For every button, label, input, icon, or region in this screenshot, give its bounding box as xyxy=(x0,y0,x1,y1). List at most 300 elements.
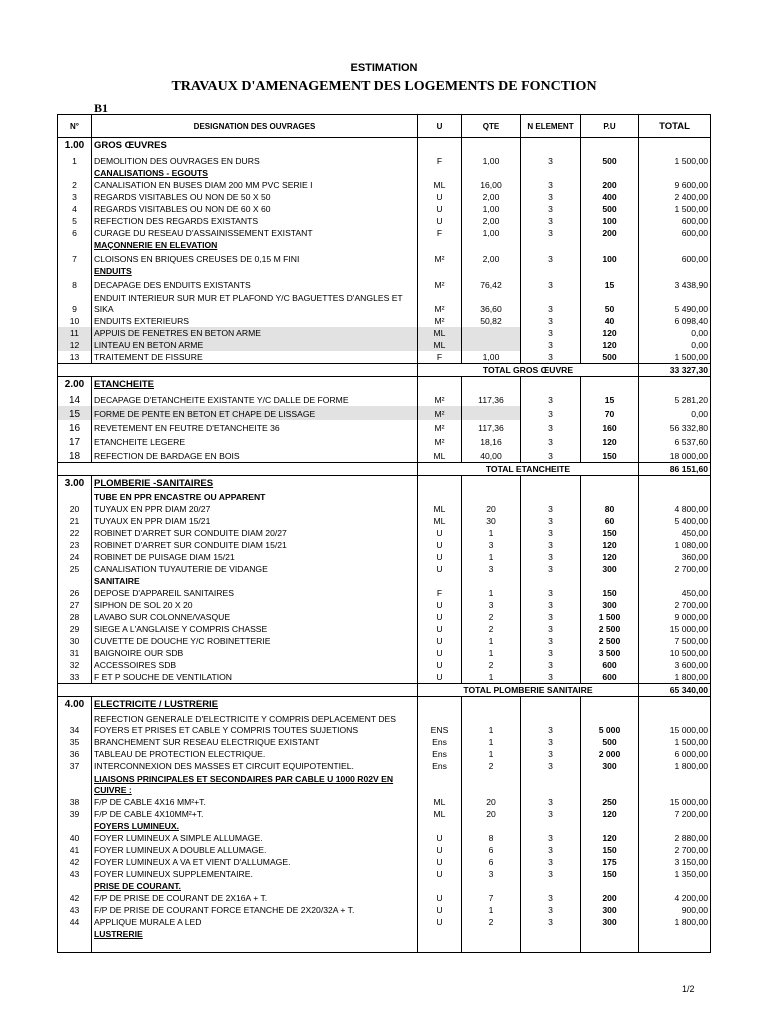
subheading-row xyxy=(58,265,711,277)
row-number: 27 xyxy=(58,599,92,611)
row-quantity: 20 xyxy=(462,808,521,820)
row-quantity: 1 xyxy=(462,748,521,760)
row-unit: ENS xyxy=(418,712,462,736)
row-elements: 3 xyxy=(521,736,581,748)
row-total: 6 098,40 xyxy=(639,315,711,327)
row-unit-price xyxy=(581,239,639,251)
row-total xyxy=(639,167,711,179)
row-elements: 3 xyxy=(521,392,581,406)
subtotal-label: TOTAL PLOMBERIE SANITAIRE xyxy=(418,684,639,697)
row-unit-price: 200 xyxy=(581,179,639,191)
row-quantity xyxy=(462,820,521,832)
row-elements: 3 xyxy=(521,551,581,563)
item-row xyxy=(58,251,711,265)
row-number: 39 xyxy=(58,808,92,820)
row-unit: Ens xyxy=(418,760,462,772)
row-number: 14 xyxy=(58,392,92,406)
total-spacer xyxy=(92,364,418,377)
row-designation: ENDUIT INTERIEUR SUR MUR ET PLAFOND Y/C BAGUETTES D'ANGLES ET SIKA xyxy=(92,291,418,315)
row-unit: M² xyxy=(418,315,462,327)
row-unit: ML xyxy=(418,448,462,463)
row-quantity: 40,00 xyxy=(462,448,521,463)
subheading-row xyxy=(58,167,711,179)
row-elements: 3 xyxy=(521,712,581,736)
subheading-row xyxy=(58,239,711,251)
row-unit: U xyxy=(418,539,462,551)
row-elements xyxy=(521,928,581,940)
item-row xyxy=(58,277,711,291)
item-row xyxy=(58,406,711,420)
section-row xyxy=(58,377,711,393)
row-total: 0,00 xyxy=(639,406,711,420)
row-quantity xyxy=(462,327,521,339)
row-total: 3 600,00 xyxy=(639,659,711,671)
row-total: 1 800,00 xyxy=(639,671,711,684)
row-total xyxy=(639,265,711,277)
row-total: 1 800,00 xyxy=(639,916,711,928)
row-designation: PRISE DE COURANT. xyxy=(92,880,418,892)
row-quantity xyxy=(462,491,521,503)
row-unit: U xyxy=(418,551,462,563)
row-unit-price: 300 xyxy=(581,599,639,611)
row-quantity: 117,36 xyxy=(462,392,521,406)
item-row xyxy=(58,671,711,684)
document-label: ESTIMATION xyxy=(350,62,418,74)
row-unit: M² xyxy=(418,392,462,406)
row-elements: 3 xyxy=(521,191,581,203)
row-number xyxy=(58,928,92,940)
row-unit-price xyxy=(581,167,639,179)
row-total: 1 350,00 xyxy=(639,868,711,880)
row-unit-price: 120 xyxy=(581,832,639,844)
item-row xyxy=(58,551,711,563)
block-label: B1 xyxy=(94,101,109,115)
row-quantity: 2,00 xyxy=(462,191,521,203)
row-number: 16 xyxy=(58,420,92,434)
item-row xyxy=(58,623,711,635)
subtotal-value: 65 340,00 xyxy=(639,684,711,697)
row-designation: DEMOLITION DES OUVRAGES EN DURS xyxy=(92,153,418,167)
row-unit: ML xyxy=(418,339,462,351)
row-total xyxy=(639,476,711,492)
subheading-row xyxy=(58,575,711,587)
row-unit-price: 2 500 xyxy=(581,623,639,635)
row-unit: ML xyxy=(418,808,462,820)
row-unit-price: 150 xyxy=(581,868,639,880)
row-unit: U xyxy=(418,635,462,647)
row-unit-price: 175 xyxy=(581,856,639,868)
page-number: 1/2 xyxy=(682,984,695,994)
col-header-elements: N ELEMENT xyxy=(521,115,581,138)
table-header-row xyxy=(58,115,711,138)
row-quantity xyxy=(462,697,521,713)
row-unit: M² xyxy=(418,251,462,265)
row-unit: U xyxy=(418,892,462,904)
row-unit: M² xyxy=(418,291,462,315)
row-elements: 3 xyxy=(521,868,581,880)
row-number: 22 xyxy=(58,527,92,539)
row-elements: 3 xyxy=(521,748,581,760)
row-total: 0,00 xyxy=(639,327,711,339)
row-number: 7 xyxy=(58,251,92,265)
row-unit-price: 5 000 xyxy=(581,712,639,736)
item-row xyxy=(58,327,711,339)
row-total: 2 700,00 xyxy=(639,844,711,856)
row-quantity: 76,42 xyxy=(462,277,521,291)
row-elements: 3 xyxy=(521,904,581,916)
row-unit-price: 200 xyxy=(581,227,639,239)
row-total: 600,00 xyxy=(639,227,711,239)
row-elements: 3 xyxy=(521,611,581,623)
row-number: 23 xyxy=(58,539,92,551)
row-unit-price: 300 xyxy=(581,563,639,575)
row-total xyxy=(639,491,711,503)
row-unit xyxy=(418,820,462,832)
row-number: 18 xyxy=(58,448,92,463)
row-elements: 3 xyxy=(521,448,581,463)
row-quantity: 8 xyxy=(462,832,521,844)
row-designation: FOYER LUMINEUX A DOUBLE ALLUMAGE. xyxy=(92,844,418,856)
row-unit-price: 500 xyxy=(581,203,639,215)
item-row xyxy=(58,434,711,448)
row-elements: 3 xyxy=(521,599,581,611)
row-unit: U xyxy=(418,832,462,844)
row-designation: FOYER LUMINEUX A VA ET VIENT D'ALLUMAGE. xyxy=(92,856,418,868)
row-designation: CANALISATIONS - EGOUTS xyxy=(92,167,418,179)
row-number: 11 xyxy=(58,327,92,339)
row-unit xyxy=(418,377,462,393)
row-designation: ROBINET D'ARRET SUR CONDUITE DIAM 20/27 xyxy=(92,527,418,539)
row-designation: ELECTRICITE / LUSTRERIE xyxy=(92,697,418,713)
row-quantity: 1 xyxy=(462,671,521,684)
row-unit-price: 300 xyxy=(581,760,639,772)
row-quantity: 3 xyxy=(462,868,521,880)
row-designation: F/P DE CABLE 4X16 MM²+T. xyxy=(92,796,418,808)
row-designation: DEPOSE D'APPAREIL SANITAIRES xyxy=(92,587,418,599)
subtotal-row xyxy=(58,684,711,697)
row-number: 3 xyxy=(58,191,92,203)
row-unit xyxy=(418,476,462,492)
row-unit-price: 120 xyxy=(581,434,639,448)
row-designation: FORME DE PENTE EN BETON ET CHAPE DE LISSAGE xyxy=(92,406,418,420)
row-unit: M² xyxy=(418,406,462,420)
row-total: 600,00 xyxy=(639,215,711,227)
row-elements: 3 xyxy=(521,434,581,448)
row-unit xyxy=(418,940,462,953)
document-title: TRAVAUX D'AMENAGEMENT DES LOGEMENTS DE FONCTION xyxy=(171,79,597,94)
row-number: 8 xyxy=(58,277,92,291)
row-designation: CANALISATION TUYAUTERIE DE VIDANGE xyxy=(92,563,418,575)
row-number: 5 xyxy=(58,215,92,227)
row-unit xyxy=(418,697,462,713)
row-number xyxy=(58,772,92,796)
row-unit-price: 120 xyxy=(581,327,639,339)
row-number: 26 xyxy=(58,587,92,599)
row-unit-price xyxy=(581,491,639,503)
row-designation: ACCESSOIRES SDB xyxy=(92,659,418,671)
row-elements xyxy=(521,940,581,953)
item-row xyxy=(58,760,711,772)
row-quantity: 6 xyxy=(462,844,521,856)
item-row xyxy=(58,563,711,575)
row-quantity xyxy=(462,575,521,587)
col-header-number: N° xyxy=(58,115,92,138)
row-elements: 3 xyxy=(521,227,581,239)
item-row xyxy=(58,448,711,463)
row-quantity: 1 xyxy=(462,904,521,916)
row-number: 4.00 xyxy=(58,697,92,713)
row-elements: 3 xyxy=(521,856,581,868)
row-unit-price xyxy=(581,697,639,713)
row-number: 38 xyxy=(58,796,92,808)
row-number: 34 xyxy=(58,712,92,736)
row-elements: 3 xyxy=(521,406,581,420)
row-quantity xyxy=(462,265,521,277)
row-unit: U xyxy=(418,647,462,659)
row-number xyxy=(58,820,92,832)
row-unit-price: 15 xyxy=(581,392,639,406)
row-number: 44 xyxy=(58,916,92,928)
subheading-row xyxy=(58,772,711,796)
row-elements: 3 xyxy=(521,420,581,434)
row-designation: REFECTION DE BARDAGE EN BOIS xyxy=(92,448,418,463)
row-unit: ML xyxy=(418,796,462,808)
row-total: 1 500,00 xyxy=(639,736,711,748)
row-designation xyxy=(92,940,418,953)
row-total xyxy=(639,880,711,892)
row-number xyxy=(58,880,92,892)
row-quantity xyxy=(462,377,521,393)
row-number xyxy=(58,491,92,503)
item-row xyxy=(58,892,711,904)
item-row xyxy=(58,904,711,916)
row-designation: F ET P SOUCHE DE VENTILATION xyxy=(92,671,418,684)
row-elements: 3 xyxy=(521,587,581,599)
row-total: 4 800,00 xyxy=(639,503,711,515)
row-unit-price: 120 xyxy=(581,551,639,563)
row-unit-price: 500 xyxy=(581,351,639,364)
row-unit-price: 80 xyxy=(581,503,639,515)
row-designation: CUVETTE DE DOUCHE Y/C ROBINETTERIE xyxy=(92,635,418,647)
row-unit-price: 15 xyxy=(581,277,639,291)
row-total: 7 500,00 xyxy=(639,635,711,647)
row-total: 4 200,00 xyxy=(639,892,711,904)
row-elements: 3 xyxy=(521,832,581,844)
row-designation: LINTEAU EN BETON ARME xyxy=(92,339,418,351)
row-total: 18 000,00 xyxy=(639,448,711,463)
row-elements: 3 xyxy=(521,844,581,856)
item-row xyxy=(58,291,711,315)
row-unit-price: 70 xyxy=(581,406,639,420)
row-number: 4 xyxy=(58,203,92,215)
total-spacer xyxy=(58,364,92,377)
row-designation: SIEGE A L'ANGLAISE Y COMPRIS CHASSE xyxy=(92,623,418,635)
row-designation: F/P DE PRISE DE COURANT DE 2X16A + T. xyxy=(92,892,418,904)
row-unit-price: 500 xyxy=(581,153,639,167)
row-total xyxy=(639,377,711,393)
row-unit: ML xyxy=(418,179,462,191)
row-designation: SIPHON DE SOL 20 X 20 xyxy=(92,599,418,611)
row-elements: 3 xyxy=(521,327,581,339)
row-total: 7 200,00 xyxy=(639,808,711,820)
row-elements: 3 xyxy=(521,251,581,265)
row-number: 36 xyxy=(58,748,92,760)
row-total: 5 490,00 xyxy=(639,291,711,315)
row-number: 43 xyxy=(58,904,92,916)
item-row xyxy=(58,748,711,760)
total-spacer xyxy=(92,684,418,697)
row-elements: 3 xyxy=(521,892,581,904)
row-designation: ETANCHEITE LEGERE xyxy=(92,434,418,448)
item-row xyxy=(58,796,711,808)
row-elements: 3 xyxy=(521,916,581,928)
row-designation: REFECTION DES REGARDS EXISTANTS xyxy=(92,215,418,227)
row-quantity: 3 xyxy=(462,599,521,611)
row-unit-price xyxy=(581,820,639,832)
subtotal-value: 86 151,60 xyxy=(639,463,711,476)
row-unit xyxy=(418,880,462,892)
row-number: 41 xyxy=(58,844,92,856)
col-header-designation: DESIGNATION DES OUVRAGES xyxy=(92,115,418,138)
row-quantity xyxy=(462,928,521,940)
row-unit: U xyxy=(418,203,462,215)
row-unit-price: 200 xyxy=(581,892,639,904)
row-unit xyxy=(418,575,462,587)
row-unit: U xyxy=(418,904,462,916)
row-elements: 3 xyxy=(521,339,581,351)
row-number: 1 xyxy=(58,153,92,167)
row-number: 35 xyxy=(58,736,92,748)
row-quantity: 1 xyxy=(462,635,521,647)
row-unit-price: 500 xyxy=(581,736,639,748)
row-quantity: 36,60 xyxy=(462,291,521,315)
row-unit xyxy=(418,239,462,251)
row-quantity: 1 xyxy=(462,736,521,748)
row-number: 31 xyxy=(58,647,92,659)
row-number xyxy=(58,940,92,953)
row-unit-price: 60 xyxy=(581,515,639,527)
row-designation: APPLIQUE MURALE A LED xyxy=(92,916,418,928)
row-unit: U xyxy=(418,215,462,227)
row-elements: 3 xyxy=(521,291,581,315)
row-designation: ROBINET D'ARRET SUR CONDUITE DIAM 15/21 xyxy=(92,539,418,551)
row-unit xyxy=(418,265,462,277)
row-designation: FOYERS LUMINEUX. xyxy=(92,820,418,832)
row-quantity: 20 xyxy=(462,796,521,808)
row-designation: BAIGNOIRE OUR SDB xyxy=(92,647,418,659)
row-unit-price xyxy=(581,377,639,393)
row-number: 25 xyxy=(58,563,92,575)
row-unit xyxy=(418,491,462,503)
row-number xyxy=(58,239,92,251)
row-unit-price: 2 500 xyxy=(581,635,639,647)
row-unit: M² xyxy=(418,434,462,448)
row-unit: F xyxy=(418,153,462,167)
total-spacer xyxy=(58,684,92,697)
item-row xyxy=(58,539,711,551)
row-unit-price: 150 xyxy=(581,587,639,599)
row-total xyxy=(639,940,711,953)
row-unit: U xyxy=(418,599,462,611)
item-row xyxy=(58,599,711,611)
row-quantity: 1,00 xyxy=(462,153,521,167)
section-row xyxy=(58,476,711,492)
row-unit: U xyxy=(418,916,462,928)
row-quantity: 6 xyxy=(462,856,521,868)
row-elements xyxy=(521,575,581,587)
item-row xyxy=(58,856,711,868)
row-designation: TUYAUX EN PPR DIAM 20/27 xyxy=(92,503,418,515)
row-quantity: 20 xyxy=(462,503,521,515)
item-row xyxy=(58,315,711,327)
row-unit-price: 120 xyxy=(581,339,639,351)
row-unit-price: 600 xyxy=(581,659,639,671)
subheading-row xyxy=(58,880,711,892)
row-unit xyxy=(418,167,462,179)
row-designation: LIAISONS PRINCIPALES ET SECONDAIRES PAR CABLE U 1000 R02V EN CUIVRE : xyxy=(92,772,418,796)
row-unit: U xyxy=(418,611,462,623)
row-designation: ROBINET DE PUISAGE DIAM 15/21 xyxy=(92,551,418,563)
row-unit: U xyxy=(418,623,462,635)
item-row xyxy=(58,420,711,434)
row-unit: U xyxy=(418,844,462,856)
row-elements: 3 xyxy=(521,215,581,227)
row-total: 6 000,00 xyxy=(639,748,711,760)
row-total xyxy=(639,697,711,713)
row-total: 2 880,00 xyxy=(639,832,711,844)
row-elements xyxy=(521,772,581,796)
item-row xyxy=(58,179,711,191)
item-row xyxy=(58,587,711,599)
row-unit: M² xyxy=(418,420,462,434)
row-unit: F xyxy=(418,587,462,599)
row-elements xyxy=(521,491,581,503)
row-quantity xyxy=(462,339,521,351)
row-total: 9 600,00 xyxy=(639,179,711,191)
row-unit: ML xyxy=(418,327,462,339)
row-designation: REVETEMENT EN FEUTRE D'ETANCHEITE 36 xyxy=(92,420,418,434)
row-total: 15 000,00 xyxy=(639,796,711,808)
estimate-table xyxy=(57,114,711,953)
row-total: 10 500,00 xyxy=(639,647,711,659)
row-designation: APPUIS DE FENETRES EN BETON ARME xyxy=(92,327,418,339)
item-row xyxy=(58,808,711,820)
row-elements: 3 xyxy=(521,153,581,167)
row-quantity: 117,36 xyxy=(462,420,521,434)
row-unit xyxy=(418,928,462,940)
row-total: 5 400,00 xyxy=(639,515,711,527)
row-quantity: 2 xyxy=(462,760,521,772)
row-unit: F xyxy=(418,227,462,239)
row-total: 3 150,00 xyxy=(639,856,711,868)
row-quantity: 1 xyxy=(462,587,521,599)
item-row xyxy=(58,227,711,239)
row-elements: 3 xyxy=(521,539,581,551)
row-unit-price: 40 xyxy=(581,315,639,327)
row-elements xyxy=(521,138,581,154)
row-unit-price: 50 xyxy=(581,291,639,315)
row-elements: 3 xyxy=(521,623,581,635)
row-unit-price: 120 xyxy=(581,808,639,820)
row-unit-price xyxy=(581,940,639,953)
row-elements xyxy=(521,265,581,277)
row-quantity: 2 xyxy=(462,659,521,671)
row-elements xyxy=(521,239,581,251)
row-unit-price: 250 xyxy=(581,796,639,808)
col-header-unit-price: P.U xyxy=(581,115,639,138)
row-elements: 3 xyxy=(521,647,581,659)
row-elements xyxy=(521,377,581,393)
